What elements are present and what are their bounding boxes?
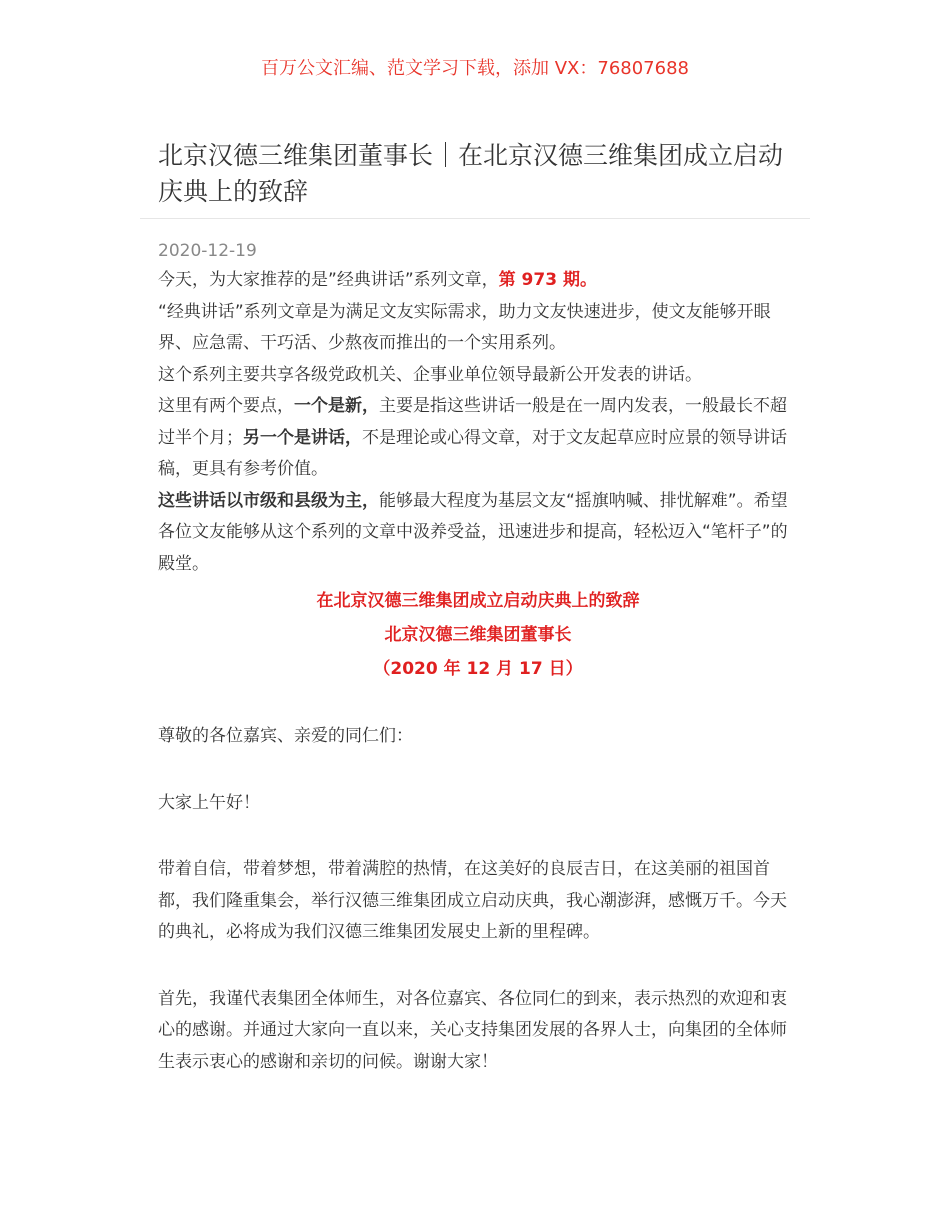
- intro-paragraph-2: “经典讲话”系列文章是为满足文友实际需求，助力文友快速进步，使文友能够开眼界、应急需、干巧活、少熬夜而推出的一个实用系列。: [158, 301, 771, 353]
- speech-date: （2020 年 12 月 17 日）: [373, 659, 583, 679]
- speech-heading: 在北京汉德三维集团成立启动庆典上的致辞: [316, 591, 640, 611]
- intro-paragraph-4: 这里有两个要点，一个是新，主要是指这些讲话一般是在一周内发表，一般最长不超过半个月；另一个是讲话，不是理论或心得文章，对于文友起草应时应景的领导讲话稿，更具有参考价值。: [158, 396, 787, 479]
- speech-paragraph-1: 带着自信，带着梦想，带着满腔的热情，在这美好的良辰吉日，在这美丽的祖国首都，我们隆重集会，举行汉德三维集团成立启动庆典，我心潮澎湃，感慨万千。今天的典礼，必将成为我们汉德三维集团发展史上新的里程碑。: [158, 859, 787, 942]
- issue-number: 第 973 期。: [498, 270, 597, 290]
- speech-salutation: 尊敬的各位嘉宾、亲爱的同仁们：: [158, 726, 413, 746]
- intro-paragraph-3: 这个系列主要共享各级党政机关、企事业单位领导最新公开发表的讲话。: [158, 364, 702, 385]
- speech-greeting: 大家上午好！: [158, 792, 260, 813]
- intro-paragraph-1: 今天，为大家推荐的是”经典讲话”系列文章，第 973 期。: [158, 270, 597, 290]
- title-divider: [140, 218, 810, 219]
- publish-date: 2020-12-19: [158, 241, 257, 261]
- intro-paragraph-5: 这些讲话以市级和县级为主，能够最大程度为基层文友“摇旗呐喊、排忧解难”。希望各位文友能够从这个系列的文章中汲养受益，迅速进步和提高，轻松迈入“笔杆子”的殿堂。: [158, 490, 788, 574]
- speech-speaker: 北京汉德三维集团董事长: [384, 625, 572, 645]
- article-title: 北京汉德三维集团董事长｜在北京汉德三维集团成立启动庆典上的致辞: [158, 141, 784, 206]
- series-name: 经典讲话: [166, 301, 235, 322]
- article-body: [158, 265, 798, 1078]
- speech-paragraph-2: 首先，我谨代表集团全体师生，对各位嘉宾、各位同仁的到来，表示热烈的欢迎和衷心的感谢。并通过大家向一直以来，关心支持集团发展的各界人士，向集团的全体师生表示衷心的感谢和亲切的问候。谢谢大家！: [158, 988, 787, 1072]
- speech-header: [158, 584, 798, 686]
- series-name: 经典讲话: [336, 270, 405, 290]
- promo-banner: 百万公文汇编、范文学习下载，添加 VX：76807688: [261, 58, 689, 79]
